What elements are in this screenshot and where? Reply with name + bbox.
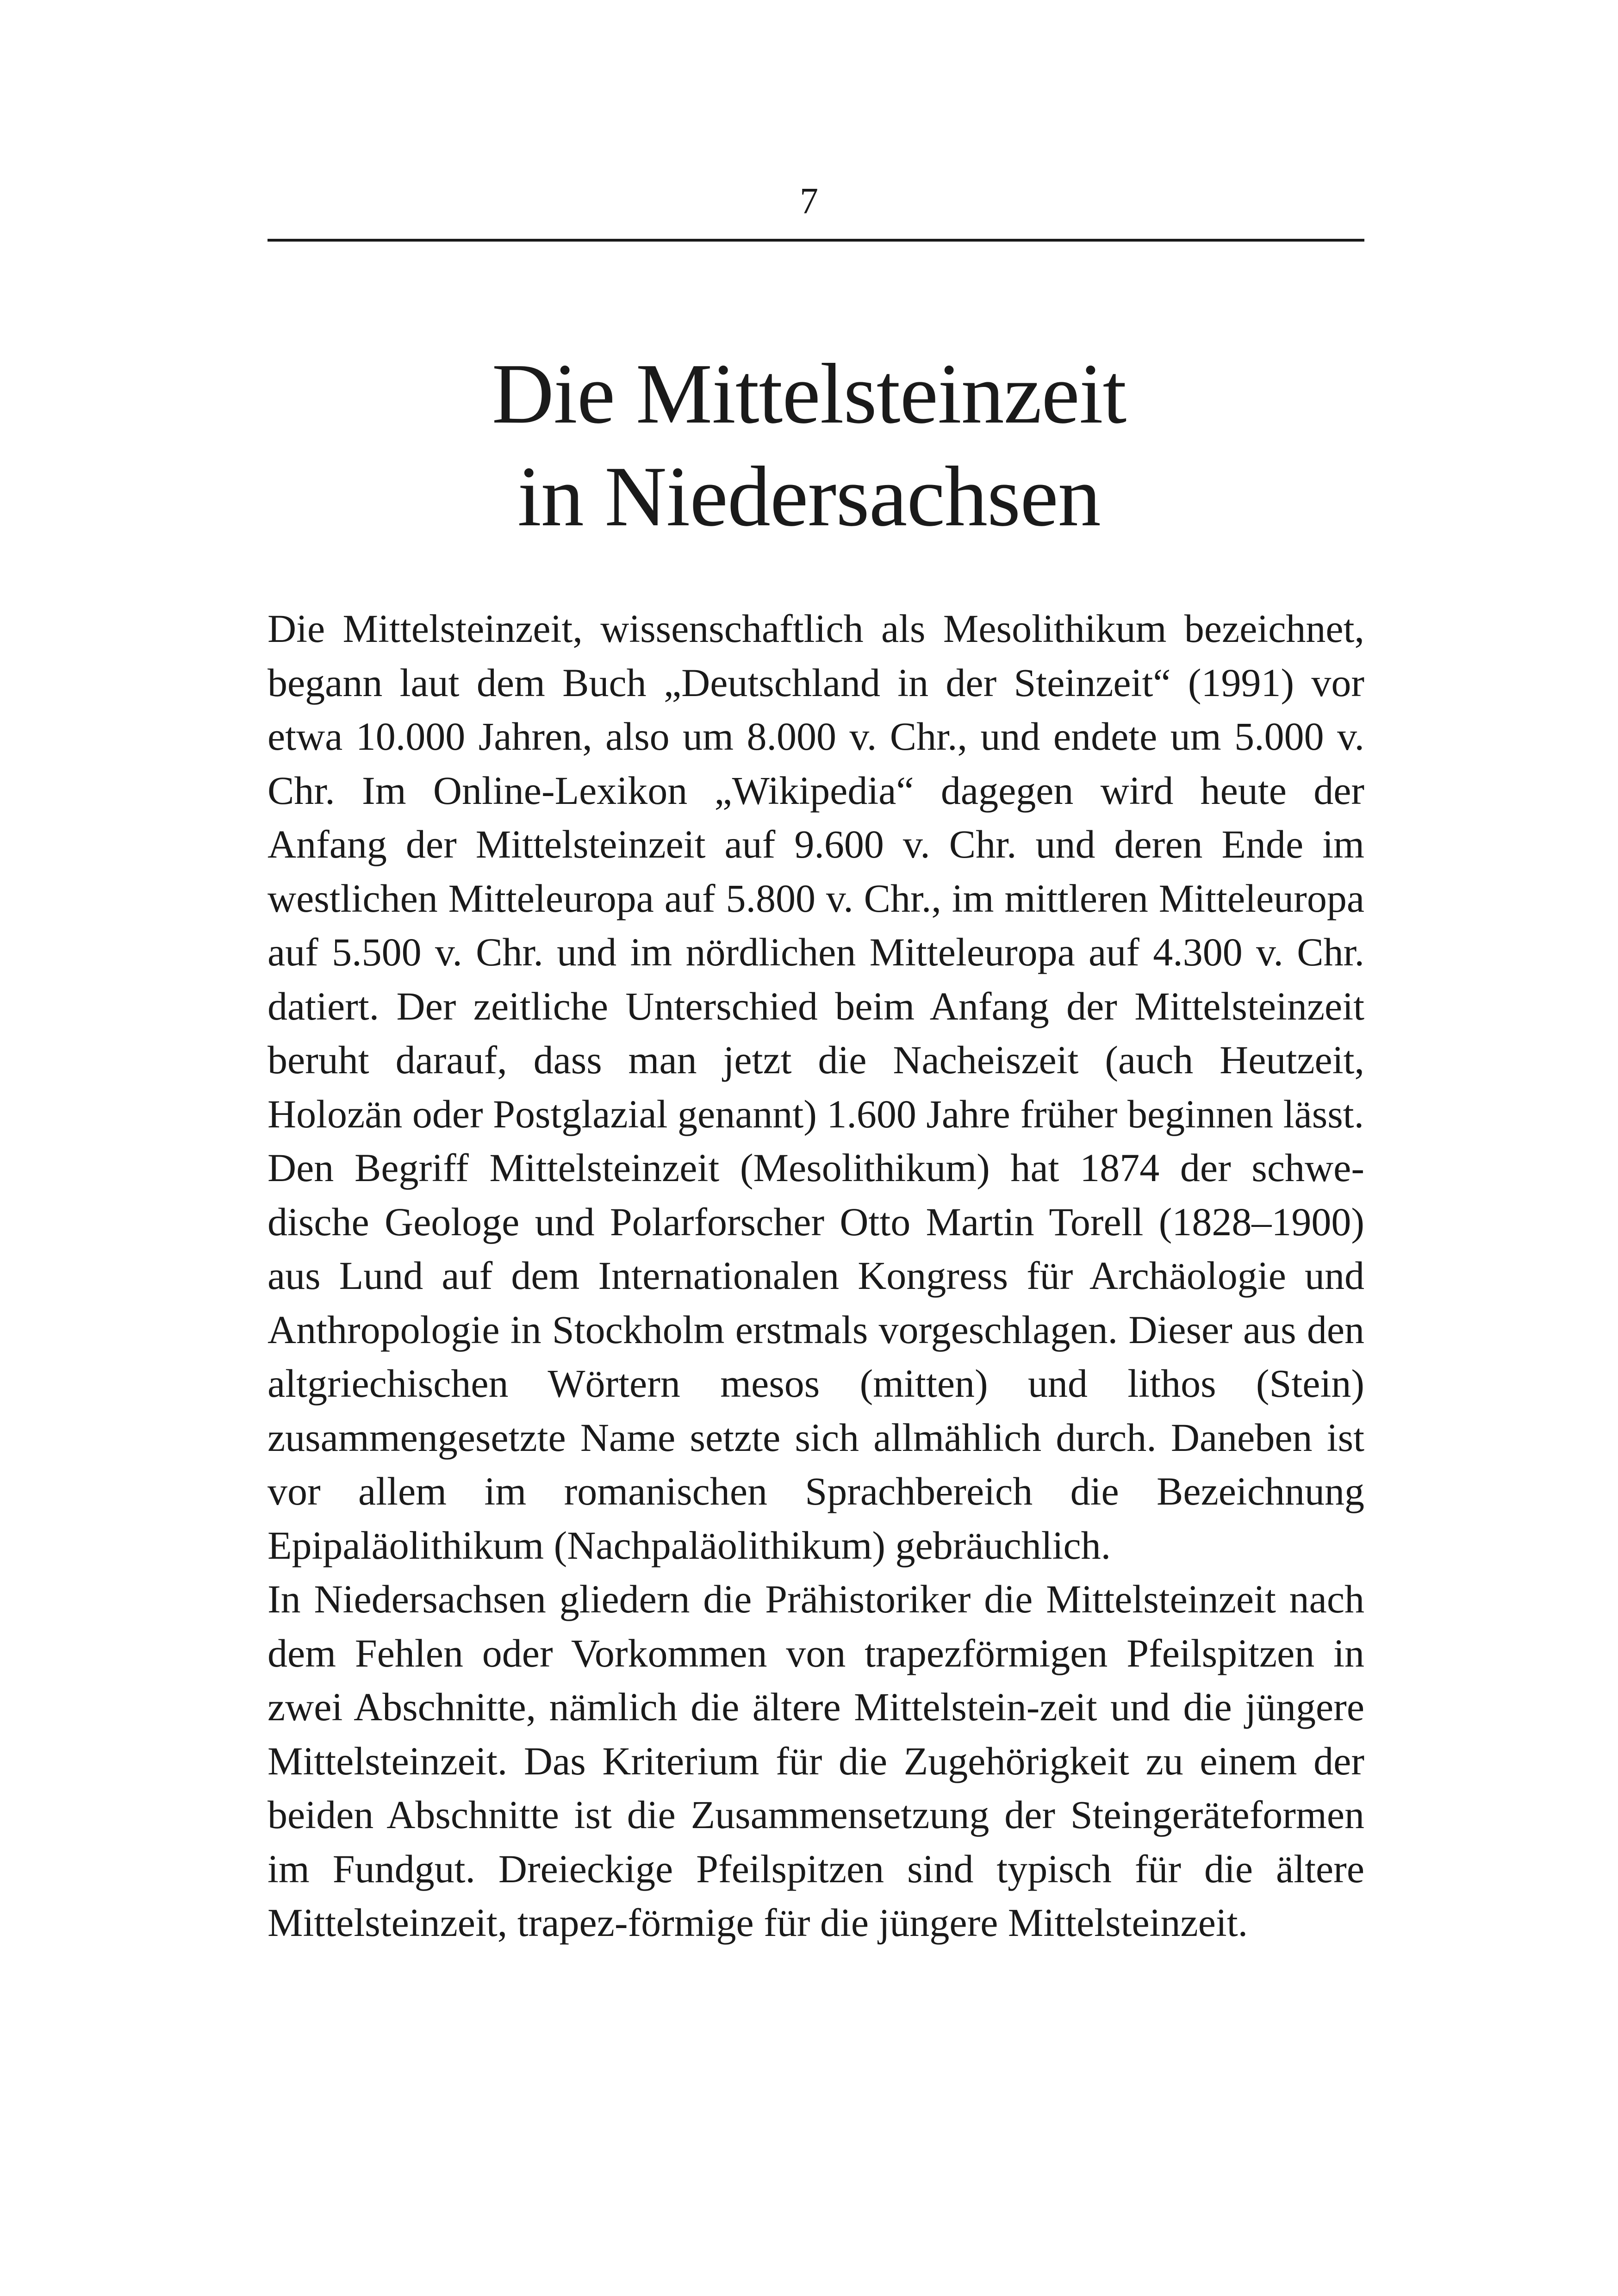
chapter-title <box>0 342 1618 548</box>
page-number: 7 <box>800 181 818 222</box>
paragraph-3: In Niedersachsen gliedern die Prähistoriker die Mittelsteinzeit nach dem Fehlen oder Vorkommen von trapezförmigen Pfeilspitzen in zwei Abschnitte, nämlich die ältere Mittelstein-zeit und die jüngere Mittelsteinzeit. Das Kriterium für die Zugehörigkeit zu einem der beiden Abschnitte ist die Zusammensetzung der Steingeräteformen im Fundgut. Dreieckige Pfeilspitzen sind typisch für die ältere Mittelsteinzeit, trapez-förmige für die jüngere Mittelsteinzeit. <box>268 1577 1364 1945</box>
paragraph-2: Den Begriff Mittelsteinzeit (Mesolithikum) hat 1874 der schwedische Geologe und Polarforscher Otto Martin Torell (1828–1900) aus Lund auf dem Internationalen Kongress für Archäologie und Anthropologie in Stockholm erstmals vorgeschlagen. Dieser aus den altgriechischen Wörtern mesos (mitten) und lithos (Stein) zusammengesetzte Name setzte sich allmählich durch. Daneben ist vor allem im romanischen Sprachbereich die Bezeichnung Epipaläolithikum (Nachpaläolithikum) gebräuchlich. <box>268 1145 1364 1568</box>
paragraph-1: Die Mittelsteinzeit, wissenschaftlich als Mesolithikum bezeichnet, begann laut dem Buch „Deutschland in der Steinzeit“ (1991) vor etwa 10.000 Jahren, also um 8.000 v. Chr., und endete um 5.000 v. Chr. Im Online-Lexikon „Wikipedia“ dagegen wird heute der Anfang der Mittelsteinzeit auf 9.600 v. Chr. und deren Ende im westlichen Mitteleuropa auf 5.800 v. Chr., im mittleren Mitteleuropa auf 5.500 v. Chr. und im nördlichen Mitteleuropa auf 4.300 v. Chr. datiert. Der zeitliche Unterschied beim Anfang der Mittelsteinzeit beruht darauf, dass man jetzt die Nacheiszeit (auch Heutzeit, Holozän oder Postglazial genannt) 1.600 Jahre früher beginnen lässt. <box>268 606 1364 1136</box>
chapter-title-line-2: in Niedersachsen <box>517 449 1101 544</box>
chapter-title-line-1: Die Mittelsteinzeit <box>492 346 1126 442</box>
header-rule <box>268 239 1364 242</box>
body-text <box>268 602 1364 1950</box>
